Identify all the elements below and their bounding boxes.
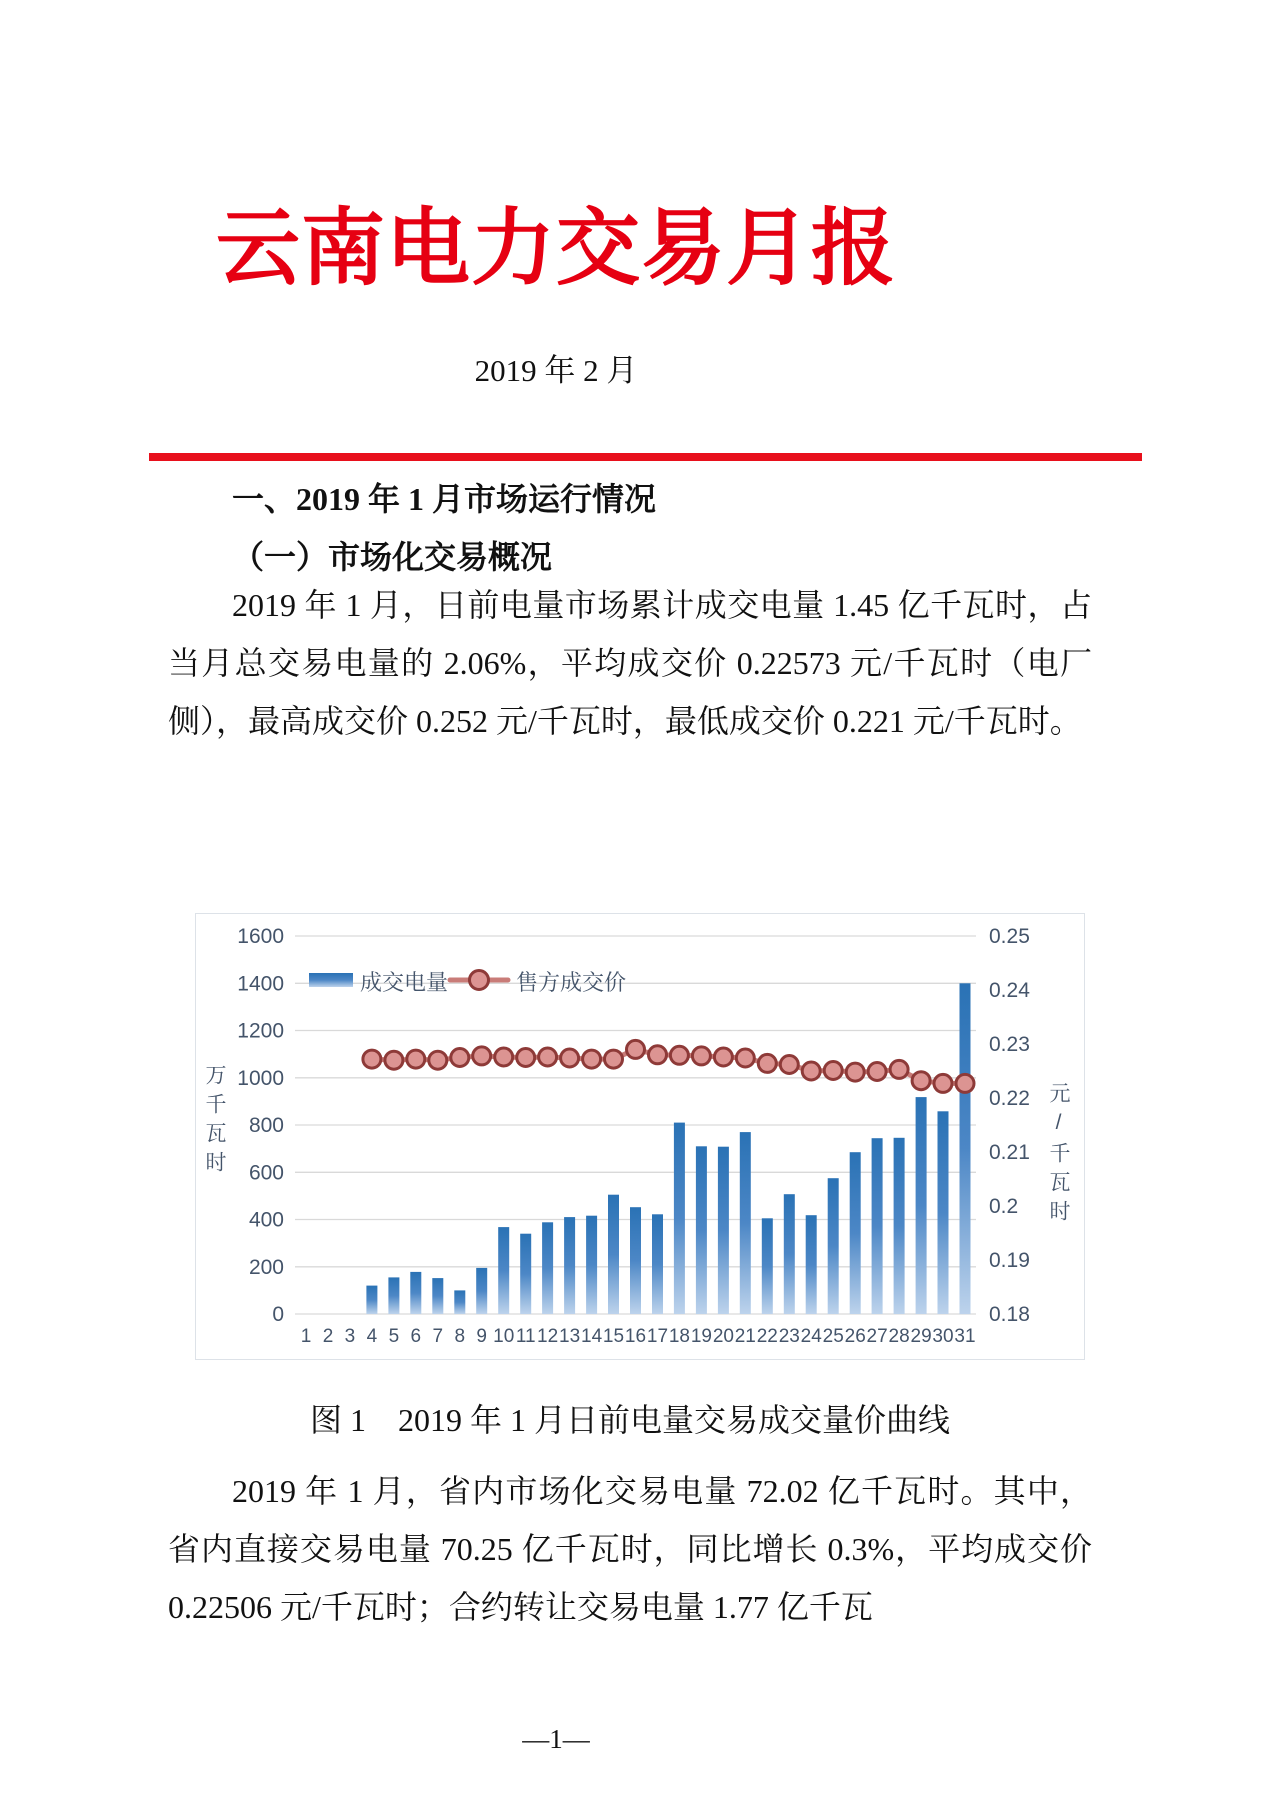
svg-text:22: 22: [756, 1326, 778, 1347]
svg-text:8: 8: [454, 1326, 466, 1347]
svg-text:1600: 1600: [237, 925, 284, 948]
report-title: 云南电力交易月报: [215, 203, 896, 296]
svg-text:1: 1: [300, 1326, 312, 1347]
svg-text:0.23: 0.23: [989, 1033, 1030, 1056]
svg-text:0.22: 0.22: [989, 1087, 1030, 1110]
x-axis-ticks: [301, 1326, 976, 1347]
svg-text:1200: 1200: [237, 1019, 284, 1043]
svg-text:0.2: 0.2: [989, 1195, 1019, 1218]
svg-text:0.25: 0.25: [989, 925, 1030, 948]
svg-text:0: 0: [272, 1303, 284, 1326]
page-number: —1—: [522, 1724, 590, 1754]
right-axis-ticks: [989, 925, 1030, 1326]
svg-text:5: 5: [388, 1326, 400, 1347]
svg-text:200: 200: [248, 1255, 284, 1279]
svg-text:25: 25: [822, 1326, 844, 1347]
svg-text:0.21: 0.21: [989, 1141, 1030, 1164]
svg-text:13: 13: [559, 1326, 581, 1347]
svg-text:2: 2: [322, 1326, 334, 1347]
svg-text:17: 17: [646, 1326, 669, 1347]
combo-chart: [196, 914, 1084, 1359]
section-heading-1: 一、2019 年 1 月市场运行情况: [232, 481, 657, 517]
legend-bar-swatch: [309, 973, 353, 987]
svg-text:400: 400: [248, 1208, 284, 1232]
svg-text:3: 3: [344, 1326, 356, 1347]
svg-text:23: 23: [778, 1326, 800, 1347]
svg-text:6: 6: [410, 1326, 422, 1347]
svg-text:28: 28: [888, 1326, 910, 1347]
svg-text:0.19: 0.19: [989, 1249, 1030, 1272]
svg-text:18: 18: [668, 1326, 690, 1347]
chart-legend: [309, 970, 626, 995]
paragraph-2: 2019 年 1 月，省内市场化交易电量 72.02 亿千瓦时。其中，省内直接交易电量 70.25 亿千瓦时，同比增长 0.3%，平均成交价 0.22506 元/千瓦时；合约转让交易电量 1.77 亿千瓦: [168, 1473, 1092, 1625]
svg-text:9: 9: [476, 1326, 487, 1347]
svg-text:800: 800: [248, 1114, 284, 1137]
svg-text:600: 600: [248, 1161, 284, 1185]
svg-text:19: 19: [690, 1326, 712, 1347]
figure-1-chart: [195, 913, 1085, 1360]
svg-text:1000: 1000: [237, 1066, 284, 1090]
svg-text:29: 29: [910, 1326, 932, 1347]
svg-text:14: 14: [581, 1326, 603, 1347]
price-line: [363, 1040, 974, 1092]
right-axis-title: 元/千瓦时: [1047, 1082, 1070, 1229]
svg-text:16: 16: [624, 1326, 647, 1347]
svg-text:11: 11: [515, 1326, 536, 1347]
svg-text:0.18: 0.18: [989, 1303, 1030, 1326]
svg-text:售方成交价: 售方成交价: [516, 970, 627, 995]
svg-text:10: 10: [493, 1326, 515, 1347]
svg-text:15: 15: [602, 1326, 625, 1347]
title-divider-rule: [149, 453, 1142, 461]
volume-bars: [366, 983, 970, 1314]
svg-text:31: 31: [954, 1326, 976, 1347]
svg-text:成交电量: 成交电量: [360, 970, 449, 995]
left-axis-ticks: [237, 925, 284, 1326]
svg-text:24: 24: [800, 1326, 822, 1347]
figure-1-caption: 图 1 2019 年 1 月日前电量交易成交量价曲线: [309, 1402, 950, 1438]
section-heading-2: （一）市场化交易概况: [232, 539, 553, 575]
svg-text:12: 12: [537, 1326, 559, 1347]
svg-text:0.24: 0.24: [989, 979, 1030, 1002]
svg-text:26: 26: [844, 1326, 866, 1347]
svg-text:1400: 1400: [237, 972, 284, 996]
svg-text:21: 21: [734, 1326, 756, 1347]
left-axis-title: 万千瓦时: [203, 1064, 226, 1180]
svg-text:4: 4: [366, 1326, 378, 1347]
svg-text:30: 30: [932, 1326, 954, 1347]
report-date: 2019 年 2 月: [474, 353, 638, 388]
svg-text:7: 7: [432, 1326, 444, 1347]
svg-text:20: 20: [712, 1326, 734, 1347]
legend-line-marker: [470, 971, 489, 990]
svg-text:27: 27: [866, 1326, 888, 1347]
chart-canvas: [196, 914, 1084, 1359]
paragraph-1: 2019 年 1 月，日前电量市场累计成交电量 1.45 亿千瓦时，占当月总交易电量的 2.06%，平均成交价 0.22573 元/千瓦时（电厂侧），最高成交价 0.252 元/千瓦时，最低成交价 0.221 元/千瓦时。: [168, 587, 1092, 739]
